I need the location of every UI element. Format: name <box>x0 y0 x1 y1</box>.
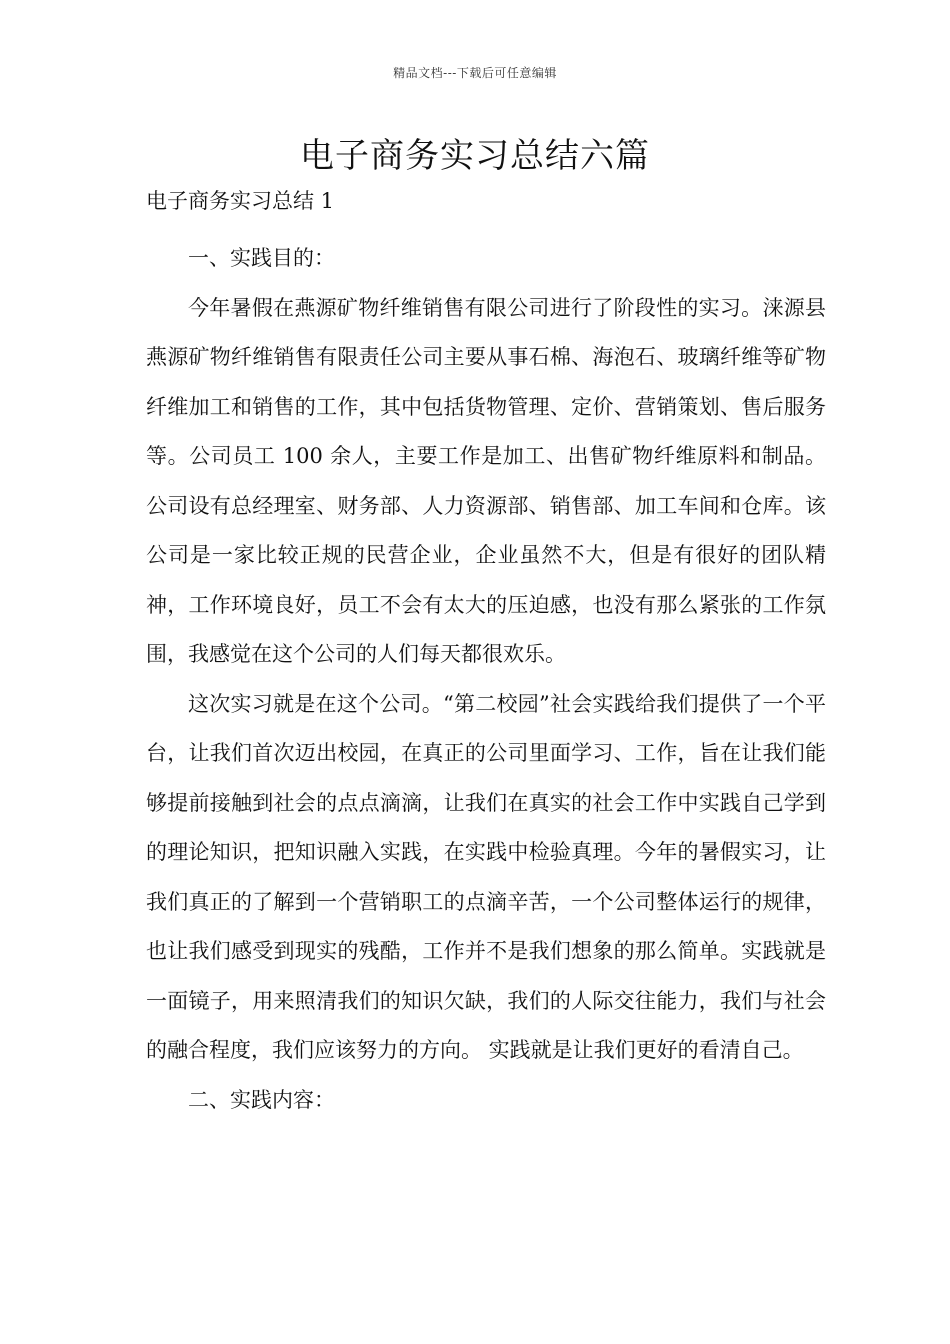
header-note: 精品文档---下载后可任意编辑 <box>393 66 557 80</box>
paragraph-internship-meaning: 这次实习就是在这个公司。“第二校园”社会实践给我们提供了一个平台，让我们首次迈出校园，在真正的公司里面学习、工作，旨在让我们能够提前接触到社会的点点滴滴，让我们在真实的社会工作中实践自己学到的理论知识，把知识融入实践，在实践中检验真理。今年的暑假实习，让我们真正的了解到一个营销职工的点滴辛苦，一个公司整体运行的规律，也让我们感受到现实的残酷，工作并不是我们想象的那么简单。实践就是一面镜子，用来照清我们的知识欠缺，我们的人际交往能力，我们与社会的融合程度，我们应该努力的方向。 实践就是让我们更好的看清自己。 <box>146 691 826 1062</box>
section-heading-content: 二、实践内容： <box>188 1087 335 1112</box>
paragraph-company-intro: 今年暑假在燕源矿物纤维销售有限公司进行了阶段性的实习。涞源县燕源矿物纤维销售有限责任公司主要从事石棉、海泡石、玻璃纤维等矿物纤维加工和销售的工作，其中包括货物管理、定价、营销策划、售后服务等。公司员工 100 余人，主要工作是加工、出售矿物纤维原料和制品。公司设有总经理室、财务部、人力资源部、销售部、加工车间和仓库。该公司是一家比较正规的民营企业，企业虽然不大，但是有很好的团队精神，工作环境良好，员工不会有太大的压迫感，也没有那么紧张的工作氛围，我感觉在这个公司的人们每天都很欢乐。 <box>146 295 826 666</box>
document-title: 电子商务实习总结六篇 <box>300 136 650 176</box>
document-subtitle: 电子商务实习总结 1 <box>146 189 335 213</box>
document-body <box>146 234 826 1125</box>
section-heading-purpose: 一、实践目的： <box>188 246 335 270</box>
